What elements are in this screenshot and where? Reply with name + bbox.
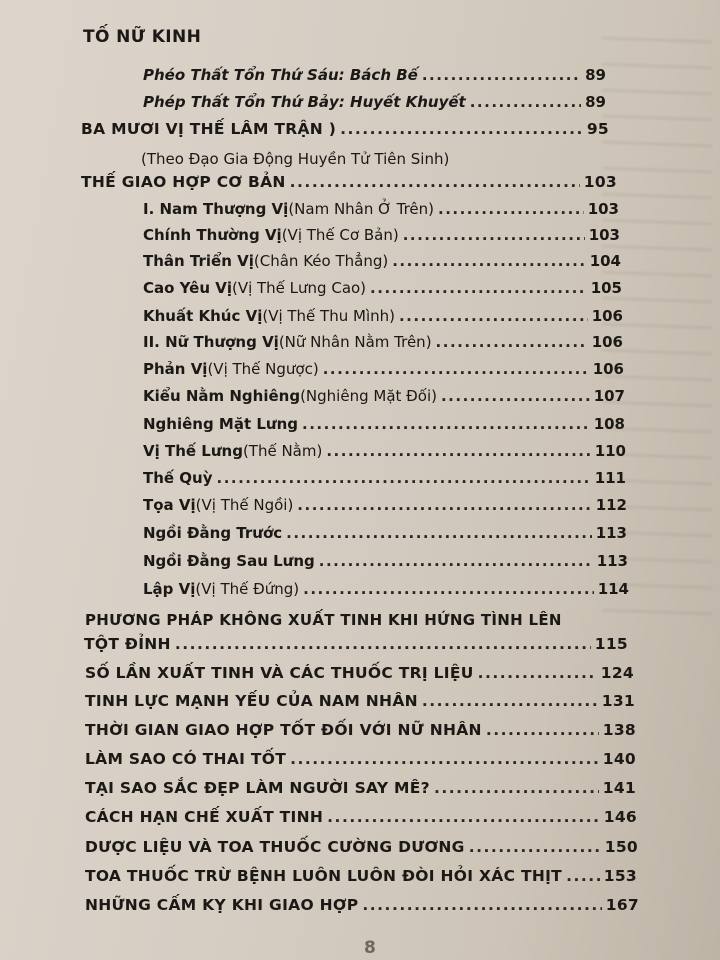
toc-entry	[143, 62, 606, 88]
toc-entry	[85, 804, 637, 830]
toc-entry-subtitle: (Thế Nằm)	[242, 442, 323, 460]
dot-leader	[422, 62, 581, 88]
toc-entry-title: THỜI GIAN GIAO HỢP TỐT ĐỐI VỚI NỮ NHÂN	[85, 721, 482, 739]
dot-leader	[438, 196, 584, 222]
toc-entry	[81, 169, 617, 195]
toc-entry-title: DƯỢC LIỆU VÀ TOA THUỐC CƯỜNG DƯƠNG	[85, 838, 465, 856]
toc-entry	[81, 116, 609, 142]
toc-page-number: 103	[588, 226, 620, 244]
dot-leader	[478, 660, 597, 686]
toc-entry-subtitle: (Vị Thế Cơ Bản)	[281, 226, 399, 244]
toc-page-number: 108	[593, 415, 625, 433]
dot-leader	[286, 520, 592, 546]
toc-entry-title: Lập Vị	[143, 580, 196, 598]
dot-leader	[436, 329, 588, 355]
toc-entry-title: Phép Thất Tổn Thứ Bảy: Huyết Khuyết	[143, 93, 466, 111]
toc-entry-subtitle: (Vị Thế Ngược)	[207, 360, 319, 378]
toc-page-number: 106	[592, 360, 624, 378]
toc-entry-title: TẠI SAO SẮC ĐẸP LÀM NGƯỜI SAY MÊ?	[85, 779, 430, 797]
toc-page-number: 89	[585, 93, 606, 111]
toc-page-number: 115	[594, 635, 628, 653]
toc-page-number: 107	[593, 387, 625, 405]
toc-entry-subtitle: (Nữ Nhân Nằm Trên)	[278, 333, 432, 351]
dot-leader	[370, 275, 587, 301]
toc-page-number: 114	[597, 580, 629, 598]
dot-leader	[422, 688, 598, 714]
dot-leader	[326, 438, 590, 464]
dot-leader	[470, 89, 581, 115]
toc-page-number: 110	[594, 442, 626, 460]
toc-entry-subtitle: (Chân Kéo Thẳng)	[253, 252, 389, 270]
toc-entry	[143, 383, 625, 409]
toc-entry	[143, 356, 624, 382]
toc-entry-title: Nghiêng Mặt Lưng	[143, 415, 299, 433]
toc-entry-title: Ngồi Đằng Sau Lưng	[143, 552, 315, 570]
toc-page-number: 112	[595, 496, 627, 514]
toc-entry	[85, 746, 636, 772]
toc-entry	[143, 196, 619, 222]
toc-note: (Theo Đạo Gia Động Huyền Tử Tiên Sinh)	[141, 150, 450, 168]
toc-entry	[84, 631, 628, 657]
toc-entry-title: TỘT ĐỈNH	[84, 635, 171, 653]
toc-entry-subtitle: (Nam Nhân Ở Trên)	[288, 200, 434, 218]
toc-page-number: 140	[602, 750, 636, 768]
toc-page-number: 138	[602, 721, 636, 739]
toc-page-number: 106	[591, 307, 623, 325]
toc-page-number: 104	[589, 252, 621, 270]
toc-entry-subtitle: (Vị Thế Đứng)	[195, 580, 300, 598]
toc-page-number: 111	[594, 469, 626, 487]
toc-entry-title: Ngồi Đằng Trước	[143, 524, 283, 542]
dot-leader	[403, 222, 585, 248]
toc-entry	[85, 834, 638, 860]
toc-entry	[85, 688, 635, 714]
dot-leader	[434, 775, 599, 801]
toc-entry	[143, 576, 629, 602]
dot-leader	[340, 116, 583, 142]
toc-page-number: 105	[590, 279, 622, 297]
toc-entry	[143, 89, 606, 115]
toc-entry-title: CÁCH HẠN CHẾ XUẤT TINH	[85, 808, 324, 826]
toc-entry-subtitle: (Nghiêng Mặt Đối)	[300, 387, 437, 405]
dot-leader	[486, 717, 599, 743]
toc-page-number: 131	[601, 692, 635, 710]
toc-entry	[85, 717, 636, 743]
toc-entry	[143, 329, 623, 355]
toc-entry	[143, 222, 620, 248]
toc-entry	[85, 892, 639, 918]
page-number: 8	[364, 938, 376, 958]
toc-entry-subtitle: (Vị Thế Thu Mình)	[262, 307, 395, 325]
toc-entry-title: NHỮNG CẤM KỴ KHI GIAO HỢP	[85, 896, 359, 914]
toc-entry	[85, 775, 636, 801]
dot-leader	[327, 804, 600, 830]
dot-leader	[566, 863, 600, 889]
toc-page-number: 95	[586, 120, 609, 138]
toc-entry-title: Cao Yêu Vị	[143, 279, 232, 297]
toc-entry-title: TOA THUỐC TRỪ BỆNH LUÔN LUÔN ĐÒI HỎI XÁC THỊT	[85, 867, 563, 885]
toc-entry	[85, 863, 637, 889]
toc-entry-title: Vị Thế Lưng	[143, 442, 243, 460]
toc-entry-title: SỐ LẦN XUẤT TINH VÀ CÁC THUỐC TRỊ LIỆU	[85, 664, 474, 682]
toc-page-number: 141	[602, 779, 636, 797]
toc-entry-title: Tọa Vị	[143, 496, 196, 514]
toc-entry-title: Phéo Thất Tổn Thứ Sáu: Bách Bế	[143, 66, 418, 84]
toc-entry	[143, 303, 623, 329]
toc-heading-line: PHƯƠNG PHÁP KHÔNG XUẤT TINH KHI HỨNG TÌNH LÊN	[85, 611, 562, 629]
toc-entry-title: Khuất Khúc Vị	[143, 307, 263, 325]
dot-leader	[290, 169, 580, 195]
toc-entry	[143, 438, 626, 464]
toc-entry	[143, 411, 625, 437]
dot-leader	[362, 892, 601, 918]
toc-entry-title: Thân Triển Vị	[143, 252, 254, 270]
toc-entry	[143, 492, 627, 518]
dot-leader	[323, 356, 589, 382]
toc-entry-title: Kiểu Nằm Nghiêng	[143, 387, 301, 405]
toc-entry-title: Chính Thường Vị	[143, 226, 282, 244]
toc-page-number: 150	[604, 838, 638, 856]
toc-entry	[143, 275, 622, 301]
dot-leader	[217, 465, 591, 491]
dot-leader	[303, 576, 594, 602]
toc-entry-subtitle: (Vị Thế Ngồi)	[195, 496, 294, 514]
toc-page-number: 113	[595, 524, 627, 542]
toc-entry-title: I. Nam Thượng Vị	[143, 200, 289, 218]
toc-page-number: 146	[603, 808, 637, 826]
dot-leader	[290, 746, 599, 772]
dot-leader	[319, 548, 593, 574]
dot-leader	[297, 492, 591, 518]
toc-entry-title: LÀM SAO CÓ THAI TỐT	[85, 750, 287, 768]
toc-entry-title: THẾ GIAO HỢP CƠ BẢN	[81, 173, 286, 191]
running-head: TỐ NỮ KINH	[83, 27, 202, 47]
toc-entry	[143, 548, 628, 574]
dot-leader	[392, 248, 585, 274]
toc-entry	[85, 660, 634, 686]
toc-page-number: 103	[587, 200, 619, 218]
toc-entry-title: TINH LỰC MẠNH YẾU CỦA NAM NHÂN	[85, 692, 418, 710]
dot-leader	[441, 383, 590, 409]
toc-entry-title: Thế Quỳ	[143, 469, 213, 487]
toc-entry	[143, 248, 621, 274]
toc-page-number: 106	[591, 333, 623, 351]
toc-entry-subtitle: (Vị Thế Lưng Cao)	[231, 279, 367, 297]
toc-page-number: 103	[583, 173, 617, 191]
toc-entry-title: II. Nữ Thượng Vị	[143, 333, 279, 351]
toc-page-number: 167	[605, 896, 639, 914]
toc-page-number: 89	[585, 66, 606, 84]
dot-leader	[469, 834, 601, 860]
toc-page-number: 113	[596, 552, 628, 570]
toc-entry	[143, 520, 627, 546]
dot-leader	[175, 631, 591, 657]
toc-entry-title: BA MƯƠI VỊ THẾ LÂM TRẬN )	[81, 120, 337, 138]
toc-entry	[143, 465, 626, 491]
toc-page-number: 124	[600, 664, 634, 682]
toc-entry-title: Phản Vị	[143, 360, 208, 378]
dot-leader	[302, 411, 590, 437]
toc-page-number: 153	[603, 867, 637, 885]
dot-leader	[399, 303, 588, 329]
